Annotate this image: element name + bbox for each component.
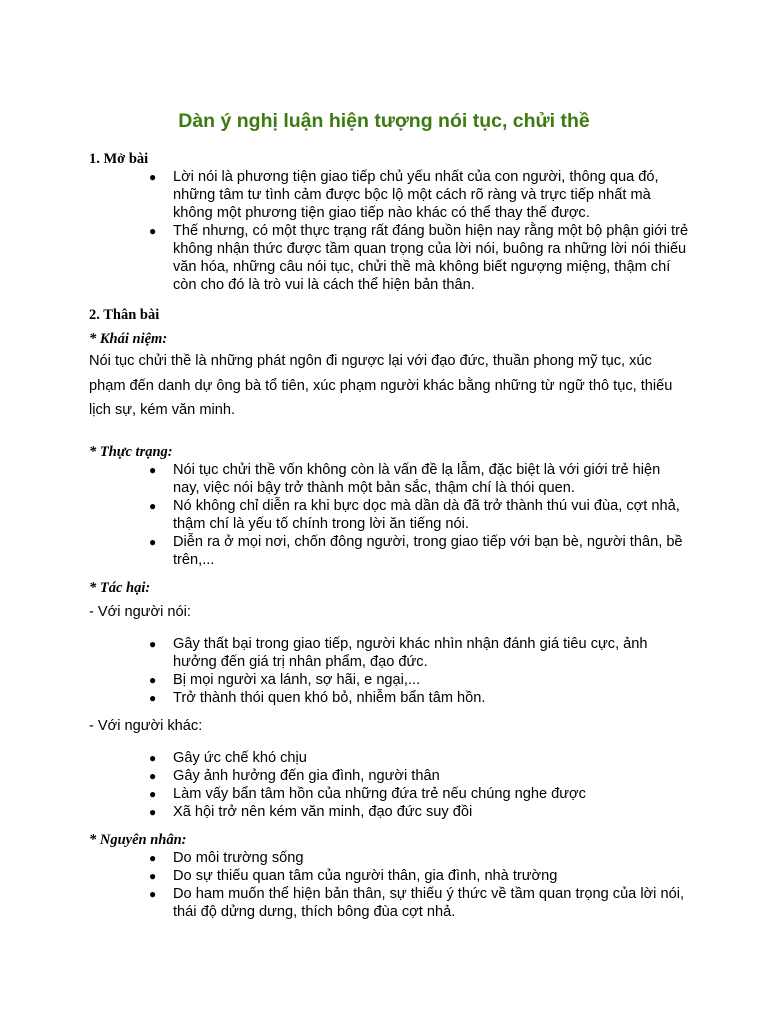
list-item: ● Gây ảnh hưởng đến gia đình, người thân [149, 767, 440, 784]
list-item: ● Nó không chỉ diễn ra khi bực dọc mà dần dà đã trở thành thú vui đùa, cợt nhả, thậm chí là yếu tố chính trong lời ăn tiếng nói. [149, 497, 680, 532]
bullet-icon: ● [149, 768, 157, 783]
nguoi-noi-label: - Với người nói: [89, 603, 191, 620]
list-item: ● Xã hội trở nên kém văn minh, đạo đức suy đồi [149, 803, 473, 820]
subheading-tac-hai: * Tác hại: [89, 579, 151, 596]
section-heading-than-bai: 2. Thân bài [89, 307, 160, 323]
bullet-icon: ● [149, 750, 157, 765]
mo-bai-list [89, 168, 689, 294]
nguoi-khac-label: - Với người khác: [89, 717, 203, 734]
subheading-nguyen-nhan: * Nguyên nhân: [89, 831, 187, 848]
nguyen-nhan-list [89, 849, 689, 921]
bullet-icon: ● [149, 170, 157, 184]
bullet-icon: ● [149, 498, 157, 513]
list-item: ● Diễn ra ở mọi nơi, chốn đông người, trong giao tiếp với bạn bè, người thân, bề trên,... [149, 533, 683, 568]
list-item: ● Do sự thiếu quan tâm của người thân, gia đình, nhà trường [149, 867, 558, 884]
list-item: ● Làm vấy bẩn tâm hồn của những đứa trẻ nếu chúng nghe được [149, 785, 586, 802]
bullet-icon: ● [149, 868, 157, 883]
subheading-khai-niem: * Khái niệm: [89, 331, 168, 347]
bullet-icon: ● [149, 786, 157, 801]
bullet-icon: ● [149, 224, 157, 238]
bullet-icon: ● [149, 850, 157, 865]
list-item: ● Nói tục chửi thề vốn không còn là vấn đề lạ lẫm, đặc biệt là với giới trẻ hiện nay, việc nói bậy trở thành một bản sắc, thậm chí là thói quen. [149, 461, 661, 496]
bullet-icon: ● [149, 534, 157, 549]
khai-niem-paragraph: Nói tục chửi thề là những phát ngôn đi ngược lại với đạo đức, thuần phong mỹ tục, xúc phạm đến danh dự ông bà tổ tiên, xúc phạm người khác bằng những từ ngữ thô tục, thiếu lịch sự, kém văn minh. [89, 353, 673, 418]
bullet-icon: ● [149, 672, 157, 687]
thuc-trang-list [89, 461, 689, 569]
list-item: ● Do môi trường sống [149, 849, 304, 866]
list-item: ● Trở thành thói quen khó bỏ, nhiễm bẩn tâm hồn. [149, 689, 486, 706]
list-item: ● Bị mọi người xa lánh, sợ hãi, e ngại,... [149, 671, 421, 688]
list-item: ● Thế nhưng, có một thực trạng rất đáng buồn hiện nay rằng một bộ phận giới trẻ không nhận thức được tầm quan trọng của lời nói, buông ra những lời nói thiếu văn hóa, những câu nói tục, chửi thề mà không biết ngượng miệng, thậm chí còn cho đó là trò vui là cách thể hiện bản thân. [149, 223, 689, 293]
nguoi-khac-list [89, 749, 689, 821]
bullet-icon: ● [149, 804, 157, 819]
bullet-icon: ● [149, 462, 157, 477]
list-item: ● Gây thất bại trong giao tiếp, người khác nhìn nhận đánh giá tiêu cực, ảnh hưởng đến giá trị nhân phẩm, đạo đức. [149, 635, 648, 670]
list-item: ● Lời nói là phương tiện giao tiếp chủ yếu nhất của con người, thông qua đó, những tâm tư tình cảm được bộc lộ một cách rõ ràng và trực tiếp nhất mà không một phương tiện giao tiếp nào khác có thể thay thế được. [149, 169, 659, 221]
document-content [89, 150, 689, 921]
nguoi-noi-list [89, 635, 689, 707]
list-item: ● Gây ức chế khó chịu [149, 749, 307, 766]
bullet-icon: ● [149, 690, 157, 705]
list-item: ● Do ham muốn thể hiện bản thân, sự thiếu ý thức về tầm quan trọng của lời nói, thái độ dửng dưng, thích bông đùa cợt nhả. [149, 885, 684, 920]
document-title: Dàn ý nghị luận hiện tượng nói tục, chửi thề [178, 110, 590, 132]
section-heading-mo-bai: 1. Mở bài [89, 151, 149, 167]
bullet-icon: ● [149, 636, 157, 651]
bullet-icon: ● [149, 886, 157, 901]
subheading-thuc-trang: * Thực trạng: [89, 443, 173, 460]
